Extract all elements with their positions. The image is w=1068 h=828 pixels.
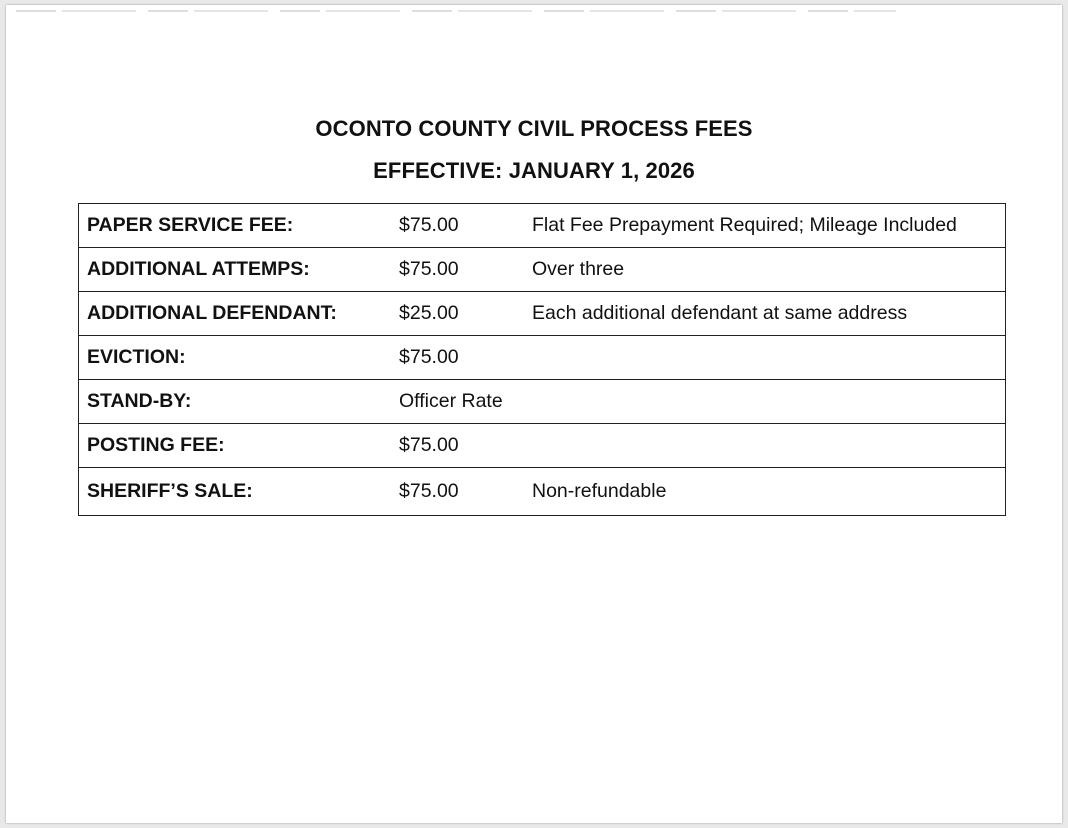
fee-amount: $75.00 [399,346,459,368]
fee-label: ADDITIONAL ATTEMPS: [87,258,310,280]
fee-label: EVICTION: [87,346,186,368]
fee-row-sheriffs-sale [79,468,1005,515]
scan-edge-artifact [16,10,896,12]
fee-label: ADDITIONAL DEFENDANT: [87,302,337,324]
fee-row-posting [79,424,1005,468]
fee-table [78,203,1006,516]
fee-amount: Officer Rate [399,390,503,412]
effective-date: EFFECTIVE: JANUARY 1, 2026 [373,158,695,183]
document-title: OCONTO COUNTY CIVIL PROCESS FEES [315,116,753,141]
document-page [6,5,1062,823]
fee-label: POSTING FEE: [87,434,225,456]
fee-note: Flat Fee Prepayment Required; Mileage Included [532,214,957,236]
fee-amount: $75.00 [399,214,459,236]
fee-row-additional-defendant [79,292,1005,336]
fee-label: STAND-BY: [87,390,192,412]
fee-note: Over three [532,258,625,280]
fee-note: Non-refundable [532,480,667,502]
fee-amount: $75.00 [399,434,459,456]
fee-amount: $25.00 [399,302,459,324]
fee-amount: $75.00 [399,480,459,502]
fee-label: SHERIFF’S SALE: [87,480,253,502]
fee-amount: $75.00 [399,258,459,280]
fee-row-stand-by [79,380,1005,424]
fee-note: Each additional defendant at same address [532,302,908,324]
fee-label: PAPER SERVICE FEE: [87,214,294,236]
fee-row-additional-attempts [79,248,1005,292]
fee-row-paper-service [79,204,1005,248]
fee-row-eviction [79,336,1005,380]
